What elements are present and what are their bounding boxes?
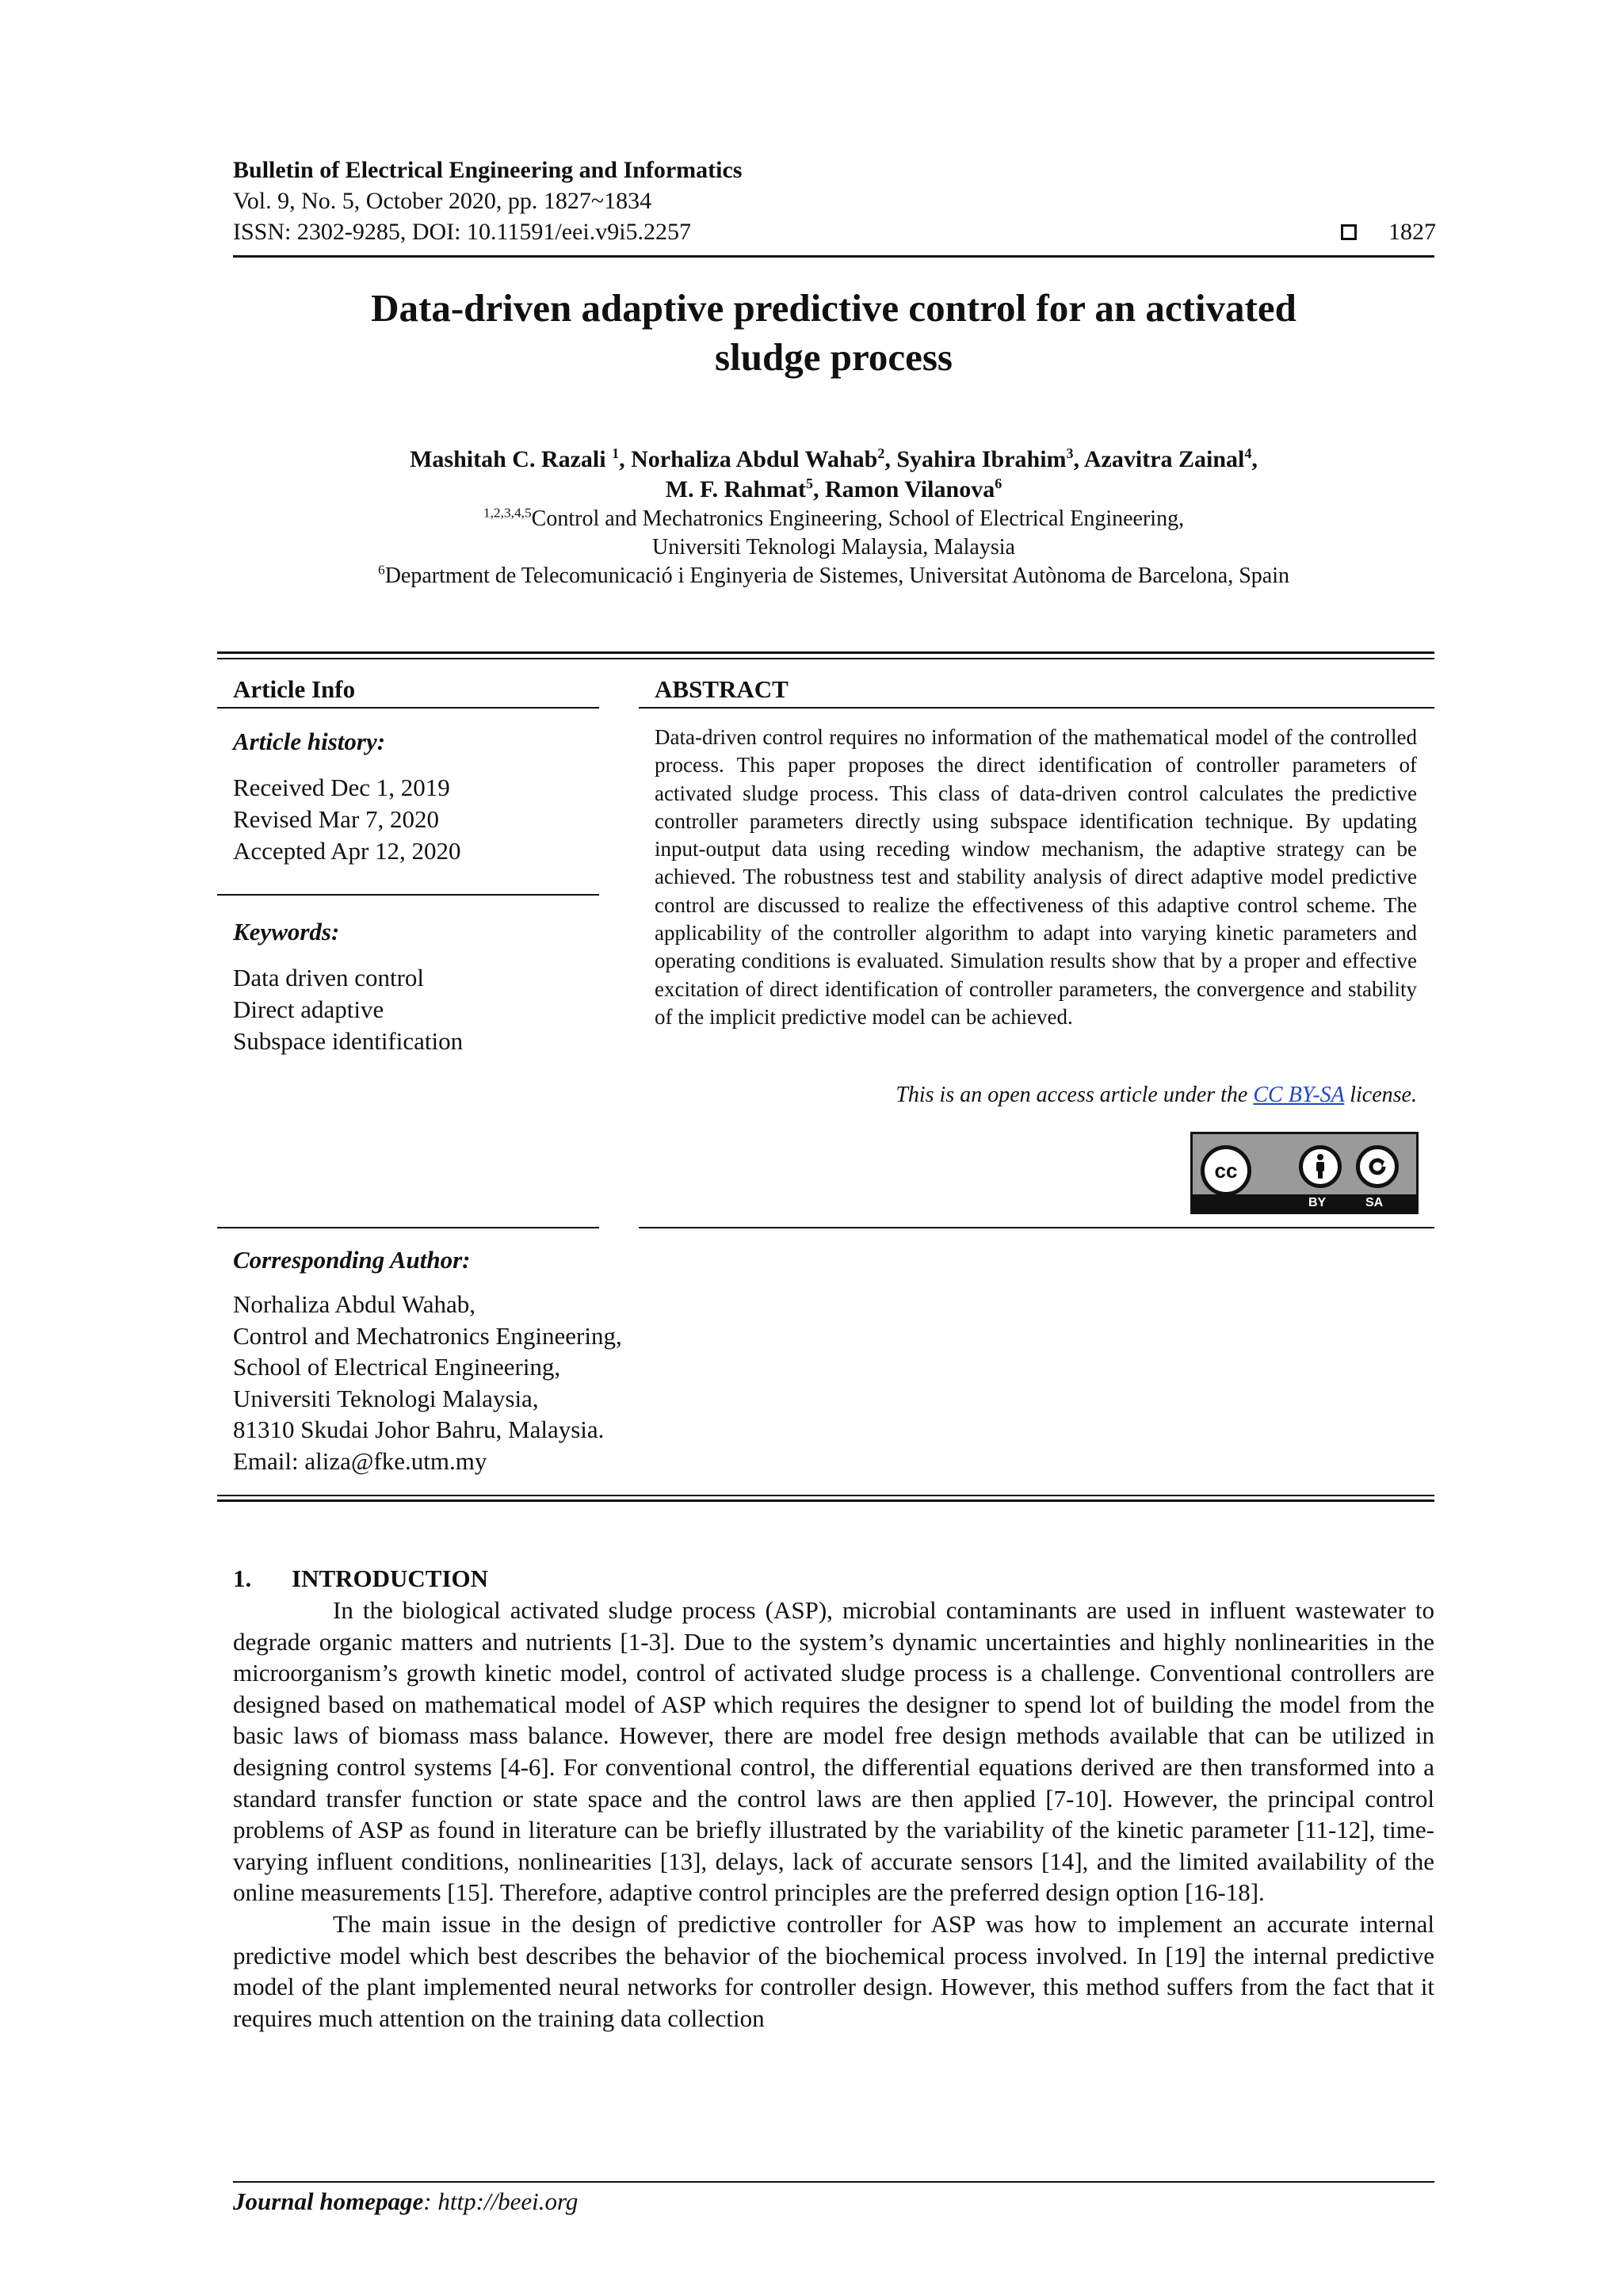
article-info-rule: [217, 707, 599, 709]
share-alike-icon: [1356, 1145, 1399, 1188]
corresponding-author-details: [233, 1289, 622, 1477]
page-number-block: [1341, 218, 1436, 246]
info-bottom-rule-1: [217, 1495, 1434, 1496]
license-suffix: license.: [1344, 1083, 1417, 1107]
author-6-sup: 6: [995, 476, 1002, 491]
introduction-heading: [233, 1564, 488, 1593]
footer-label: Journal homepage: [233, 2187, 424, 2215]
cc-sa-label: SA: [1365, 1196, 1384, 1209]
introduction-body: [233, 1595, 1434, 2034]
author-5: M. F. Rahmat: [665, 476, 806, 502]
title-line-2: sludge process: [715, 335, 953, 379]
square-icon: [1341, 224, 1357, 240]
received-date: Received Dec 1, 2019: [233, 774, 450, 801]
info-bottom-rule-2: [217, 1499, 1434, 1502]
affiliation-1-line-2: Universiti Teknologi Malaysia, Malaysia: [652, 535, 1015, 560]
corresponding-line: School of Electrical Engineering,: [233, 1353, 561, 1381]
author-2-sup: 2: [877, 445, 885, 461]
license-prefix: This is an open access article under the: [896, 1083, 1254, 1107]
paper-title: [233, 284, 1434, 382]
affiliation-2-text: Department de Telecomunicació i Enginyeria de Sistemes, Universitat Autònoma de Barcelona, Spain: [384, 563, 1289, 588]
author-1: Mashitah C. Razali: [410, 446, 613, 472]
author-4-sup: 4: [1244, 445, 1252, 461]
author-4-end: ,: [1251, 446, 1258, 472]
author-3: , Syahira Ibrahim: [884, 446, 1067, 472]
license-link[interactable]: CC BY-SA: [1253, 1083, 1345, 1107]
corresponding-line: Norhaliza Abdul Wahab,: [233, 1290, 475, 1318]
author-5-sup: 5: [806, 476, 813, 491]
section-title: INTRODUCTION: [292, 1564, 489, 1592]
cc-by-label: BY: [1308, 1196, 1327, 1209]
history-rule: [217, 894, 599, 896]
title-line-1: Data-driven adaptive predictive control for an activated: [371, 286, 1296, 330]
author-2: , Norhaliza Abdul Wahab: [619, 446, 878, 472]
affiliation-1: [233, 505, 1434, 533]
keywords-label: Keywords:: [233, 918, 340, 946]
affiliation-1-sup: 1,2,3,4,5: [483, 505, 532, 521]
introduction-paragraph-1: In the biological activated sludge process (ASP), microbial contaminants are used in influent wastewater to degrade organic matters and nutrients [1-3]. Due to the system’s dynamic uncertainties and highly nonlinearities in the microorganism’s growth kinetic model, control of activated sludge process is a challenge. Conventional controllers are designed based on mathematical model of ASP which requires the designer to spend lot of building the model from the basic laws of biomass mass balance. However, there are model free design methods available that can be utilized in designing control systems [4-6]. For conventional control, the differential equations derived are then transformed into a standard transfer function or state space and the control laws are then applied [7-10]. However, the principal control problems of ASP as found in literature can be briefly illustrated by the variability of the kinetic parameter [11-12], time-varying influent conditions, nonlinearities [13], delays, lack of accurate sensors [14], and the limited availability of the online measurements [15]. Therefore, adaptive control principles are the preferred design option [16-18].: [233, 1596, 1434, 1907]
license-line: [896, 1081, 1417, 1110]
journal-name: Bulletin of Electrical Engineering and Informatics: [233, 157, 743, 183]
article-history-label: Article history:: [233, 728, 386, 755]
info-top-rule-2: [217, 658, 1434, 659]
affiliation-2-sup: 6: [378, 562, 385, 578]
affiliation-1-text: Control and Mechatronics Engineering, School of Electrical Engineering,: [531, 506, 1185, 531]
corresponding-email: Email: aliza@fke.utm.my: [233, 1446, 487, 1475]
corresponding-line: 81310 Skudai Johor Bahru, Malaysia.: [233, 1415, 605, 1443]
section-number: 1.: [233, 1564, 252, 1592]
corresponding-line: Universiti Teknologi Malaysia,: [233, 1384, 539, 1412]
cc-icon: cc: [1201, 1145, 1251, 1196]
info-top-rule-1: [217, 651, 1434, 654]
abstract-bottom-rule: [639, 1227, 1434, 1228]
attribution-icon: [1299, 1145, 1342, 1188]
journal-homepage-link[interactable]: http://beei.org: [437, 2187, 579, 2215]
affiliation-2: [233, 562, 1434, 590]
revised-date: Revised Mar 7, 2020: [233, 805, 440, 833]
accepted-date: Accepted Apr 12, 2020: [233, 837, 461, 865]
keyword-1: Data driven control: [233, 964, 425, 991]
page-number: 1827: [1388, 219, 1436, 245]
article-info-heading: Article Info: [233, 675, 356, 703]
abstract-heading: ABSTRACT: [655, 675, 789, 703]
volume-line: Vol. 9, No. 5, October 2020, pp. 1827~1834: [233, 188, 652, 214]
author-4: , Azavitra Zainal: [1073, 446, 1245, 472]
author-1-sup: 1: [612, 445, 620, 461]
footer-sep: :: [423, 2187, 438, 2215]
keyword-3: Subspace identification: [233, 1027, 464, 1055]
corresponding-author-label: Corresponding Author:: [233, 1246, 471, 1274]
abstract-rule: [639, 707, 1434, 709]
header-rule: [233, 255, 1434, 258]
cc-by-sa-badge[interactable]: [1190, 1132, 1419, 1214]
introduction-paragraph-2: The main issue in the design of predictive controller for ASP was how to implement an accurate internal predictive model which best describes the behavior of the biochemical process involved. In [19] the internal predictive model of the plant implemented neural networks for controller design. However, this method suffers from the fact that it requires much attention on the training data collection: [233, 1909, 1434, 2032]
corresponding-line: Control and Mechatronics Engineering,: [233, 1321, 622, 1350]
footer-rule: [233, 2181, 1434, 2183]
footer: [233, 2187, 578, 2216]
authors-line-1: [233, 445, 1434, 475]
author-3-sup: 3: [1066, 445, 1074, 461]
keyword-2: Direct adaptive: [233, 995, 384, 1023]
abstract-text: Data-driven control requires no information of the mathematical model of the controlled process. This paper proposes the direct identification of controller parameters of activated sludge process. This class of data-driven control calculates the predictive controller parameters directly using subspace identification technique. By updating input-output data using receding window mechanism, the adaptive strategy can be achieved. The robustness test and stability analysis of direct adaptive model predictive control are discussed to realize the effectiveness of this adaptive control scheme. The applicability of the controller algorithm to adapt into varying kinetic parameters and operating conditions is evaluated. Simulation results show that by a proper and effective excitation of direct identification of controller parameters, the convergence and stability of the implicit predictive model can be achieved.: [655, 725, 1417, 1029]
authors-line-2: [233, 475, 1434, 505]
author-6: , Ramon Vilanova: [813, 476, 995, 502]
issn-line: ISSN: 2302-9285, DOI: 10.11591/eei.v9i5.2257: [233, 219, 692, 245]
left-bottom-rule: [217, 1227, 599, 1228]
